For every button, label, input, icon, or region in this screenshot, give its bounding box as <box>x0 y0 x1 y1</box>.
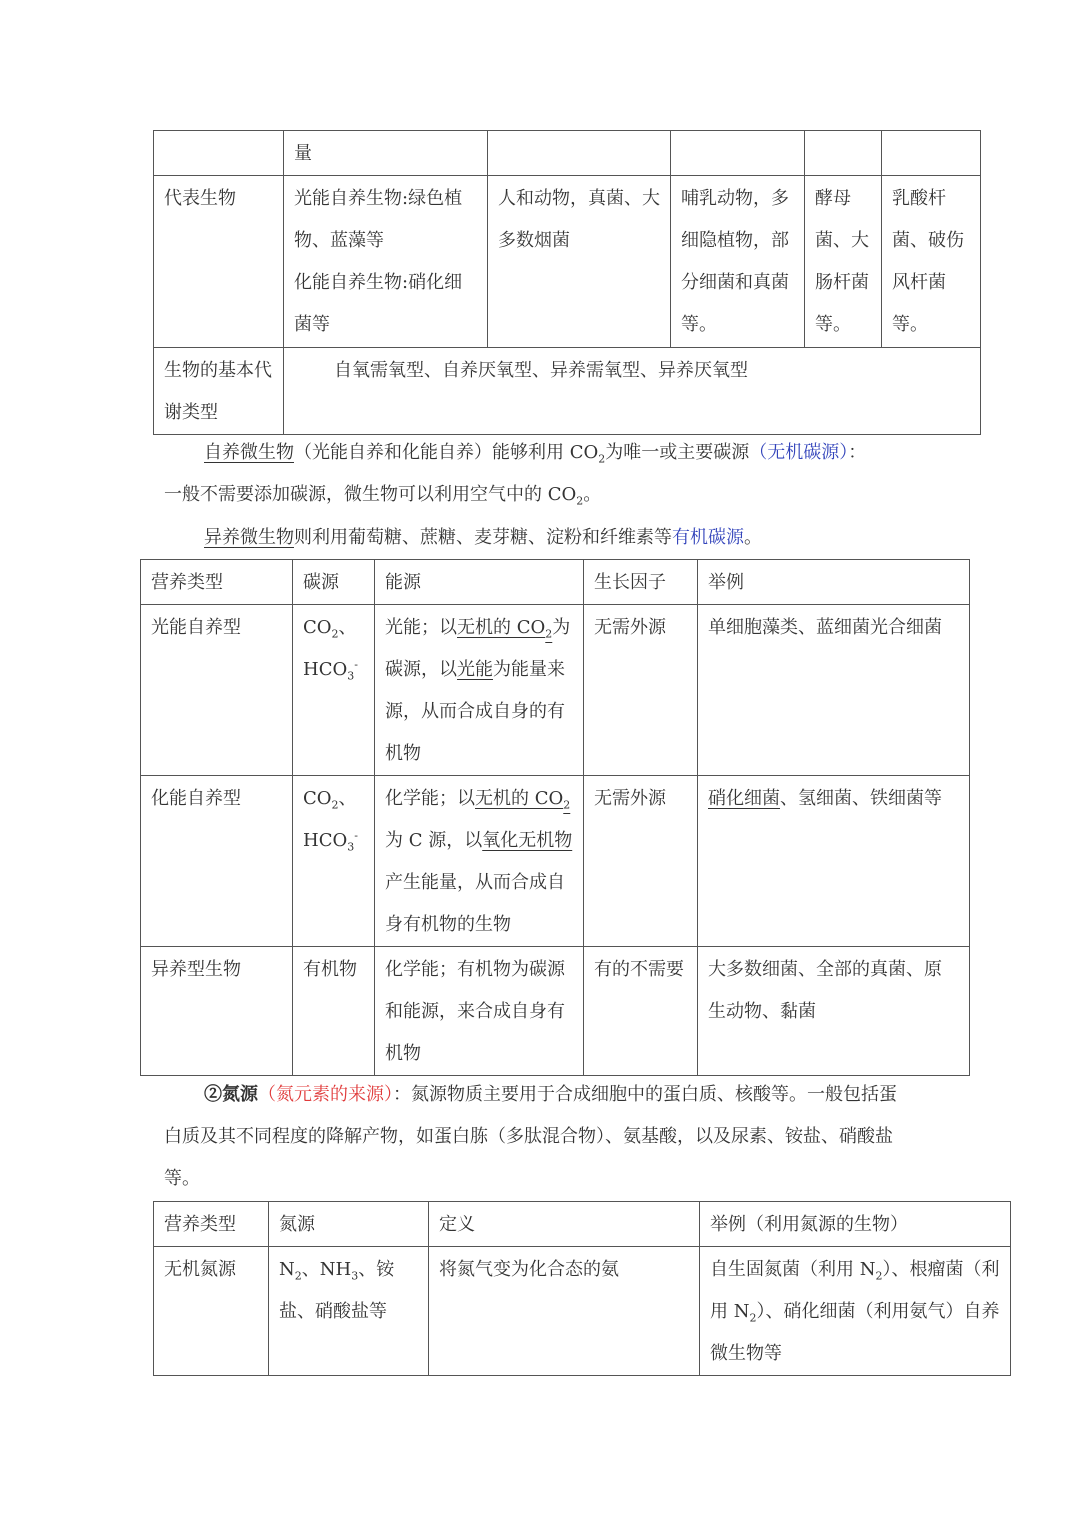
growth-factor: 有的不需要 <box>584 947 698 1076</box>
highlight-organic-carbon: 有机碳源 <box>672 527 744 548</box>
row-label: 生物的基本代谢类型 <box>154 348 284 435</box>
highlight-nitrogen: （氮元素的来源） <box>258 1084 393 1105</box>
table-cell: 酵母菌、大肠杆菌等。 <box>805 176 882 348</box>
autotroph-photo: 光能自养生物:绿色植物、蓝藻等 <box>294 188 463 251</box>
table-cell <box>671 131 805 176</box>
nitrogen-source: $N_2$、$NH_3$、铵盐、硝酸盐等 <box>269 1247 429 1376</box>
paragraph-nitrogen: ②氮源（氮元素的来源）：氮源物质主要用于合成细胞中的蛋白质、核酸等。一般包括蛋白质及其不同程度的降解产物，如蛋白胨（多肽混合物）、氨基酸，以及尿素、铵盐、硝酸盐等。 <box>164 1084 897 1189</box>
term-heterotroph: 异养微生物 <box>204 527 294 548</box>
paragraph-heterotroph: 异养微生物则利用葡萄糖、蔗糖、麦芽糖、淀粉和纤维素等有机碳源。 <box>204 527 762 548</box>
column-header: 营养类型 <box>154 1202 269 1247</box>
table-cell <box>488 131 671 176</box>
column-header: 营养类型 <box>141 560 293 605</box>
nutrition-type: 光能自养型 <box>141 605 293 776</box>
energy-source: 化学能；有机物为碳源和能源，来合成自身有机物 <box>375 947 584 1076</box>
metabolism-table <box>153 130 981 435</box>
example: 大多数细菌、全部的真菌、原生动物、黏菌 <box>698 947 970 1076</box>
nitrogen-heading: ②氮源 <box>204 1084 258 1105</box>
table-cell: 量 <box>284 131 488 176</box>
carbon-source: 有机物 <box>293 947 375 1076</box>
nitrogen-source-table <box>153 1201 1011 1376</box>
table-cell <box>882 131 981 176</box>
table-cell: 人和动物，真菌、大多数烟菌 <box>488 176 671 348</box>
energy-source: 化学能；以无机的 $CO_2$为 C 源，以氧化无机物产生能量，从而合成自身有机物的生物 <box>375 776 584 947</box>
table-cell <box>284 348 981 435</box>
highlight-inorganic-carbon: （无机碳源） <box>749 442 849 463</box>
autotroph-chemo: 化能自养生物:硝化细菌等 <box>294 272 463 335</box>
table-row <box>141 947 970 1076</box>
table-header-row <box>154 1202 1011 1247</box>
column-header: 举例（利用氮源的生物） <box>700 1202 1011 1247</box>
table-row <box>141 605 970 776</box>
carbon-source: $CO_2$、 $HCO_3^-$ <box>293 605 375 776</box>
column-header: 定义 <box>429 1202 700 1247</box>
table-header-row <box>141 560 970 605</box>
table-cell: 乳酸杆菌、破伤风杆菌等。 <box>882 176 981 348</box>
carbon-source-table <box>140 559 970 1076</box>
nutrition-type: 化能自养型 <box>141 776 293 947</box>
energy-source: 光能；以无机的 $CO_2$为碳源，以光能为能量来源，从而合成自身的有机物 <box>375 605 584 776</box>
term-autotroph: 自养微生物 <box>204 442 294 463</box>
column-header: 碳源 <box>293 560 375 605</box>
table-cell <box>154 131 284 176</box>
table-row <box>154 176 981 348</box>
example: 硝化细菌、氢细菌、铁细菌等 <box>698 776 970 947</box>
row-label: 代表生物 <box>154 176 284 348</box>
growth-factor: 无需外源 <box>584 605 698 776</box>
paragraph-autotroph: 自养微生物（光能自养和化能自养）能够利用 $CO_2$为唯一或主要碳源（无机碳源）： 一般不需要添加碳源，微生物可以利用空气中的 $CO_2$。 <box>164 442 867 508</box>
column-header: 生长因子 <box>584 560 698 605</box>
table-row <box>154 1247 1011 1376</box>
nutrition-type: 异养型生物 <box>141 947 293 1076</box>
definition: 将氮气变为化合态的氨 <box>429 1247 700 1376</box>
table-cell <box>805 131 882 176</box>
table-row <box>154 131 981 176</box>
metabolism-types: 自氧需氧型、自养厌氧型、异养需氧型、异养厌氧型 <box>334 360 748 381</box>
table-cell: 哺乳动物，多细隐植物，部分细菌和真菌等。 <box>671 176 805 348</box>
column-header: 氮源 <box>269 1202 429 1247</box>
carbon-source: $CO_2$、 $HCO_3^-$ <box>293 776 375 947</box>
table-cell <box>284 176 488 348</box>
table-row <box>154 348 981 435</box>
table-row <box>141 776 970 947</box>
example: 单细胞藻类、蓝细菌光合细菌 <box>698 605 970 776</box>
growth-factor: 无需外源 <box>584 776 698 947</box>
nutrition-type: 无机氮源 <box>154 1247 269 1376</box>
example: 自生固氮菌（利用 $N_2$）、根瘤菌（利用 $N_2$）、硝化细菌（利用氨气）自养微生物等 <box>700 1247 1011 1376</box>
column-header: 举例 <box>698 560 970 605</box>
column-header: 能源 <box>375 560 584 605</box>
